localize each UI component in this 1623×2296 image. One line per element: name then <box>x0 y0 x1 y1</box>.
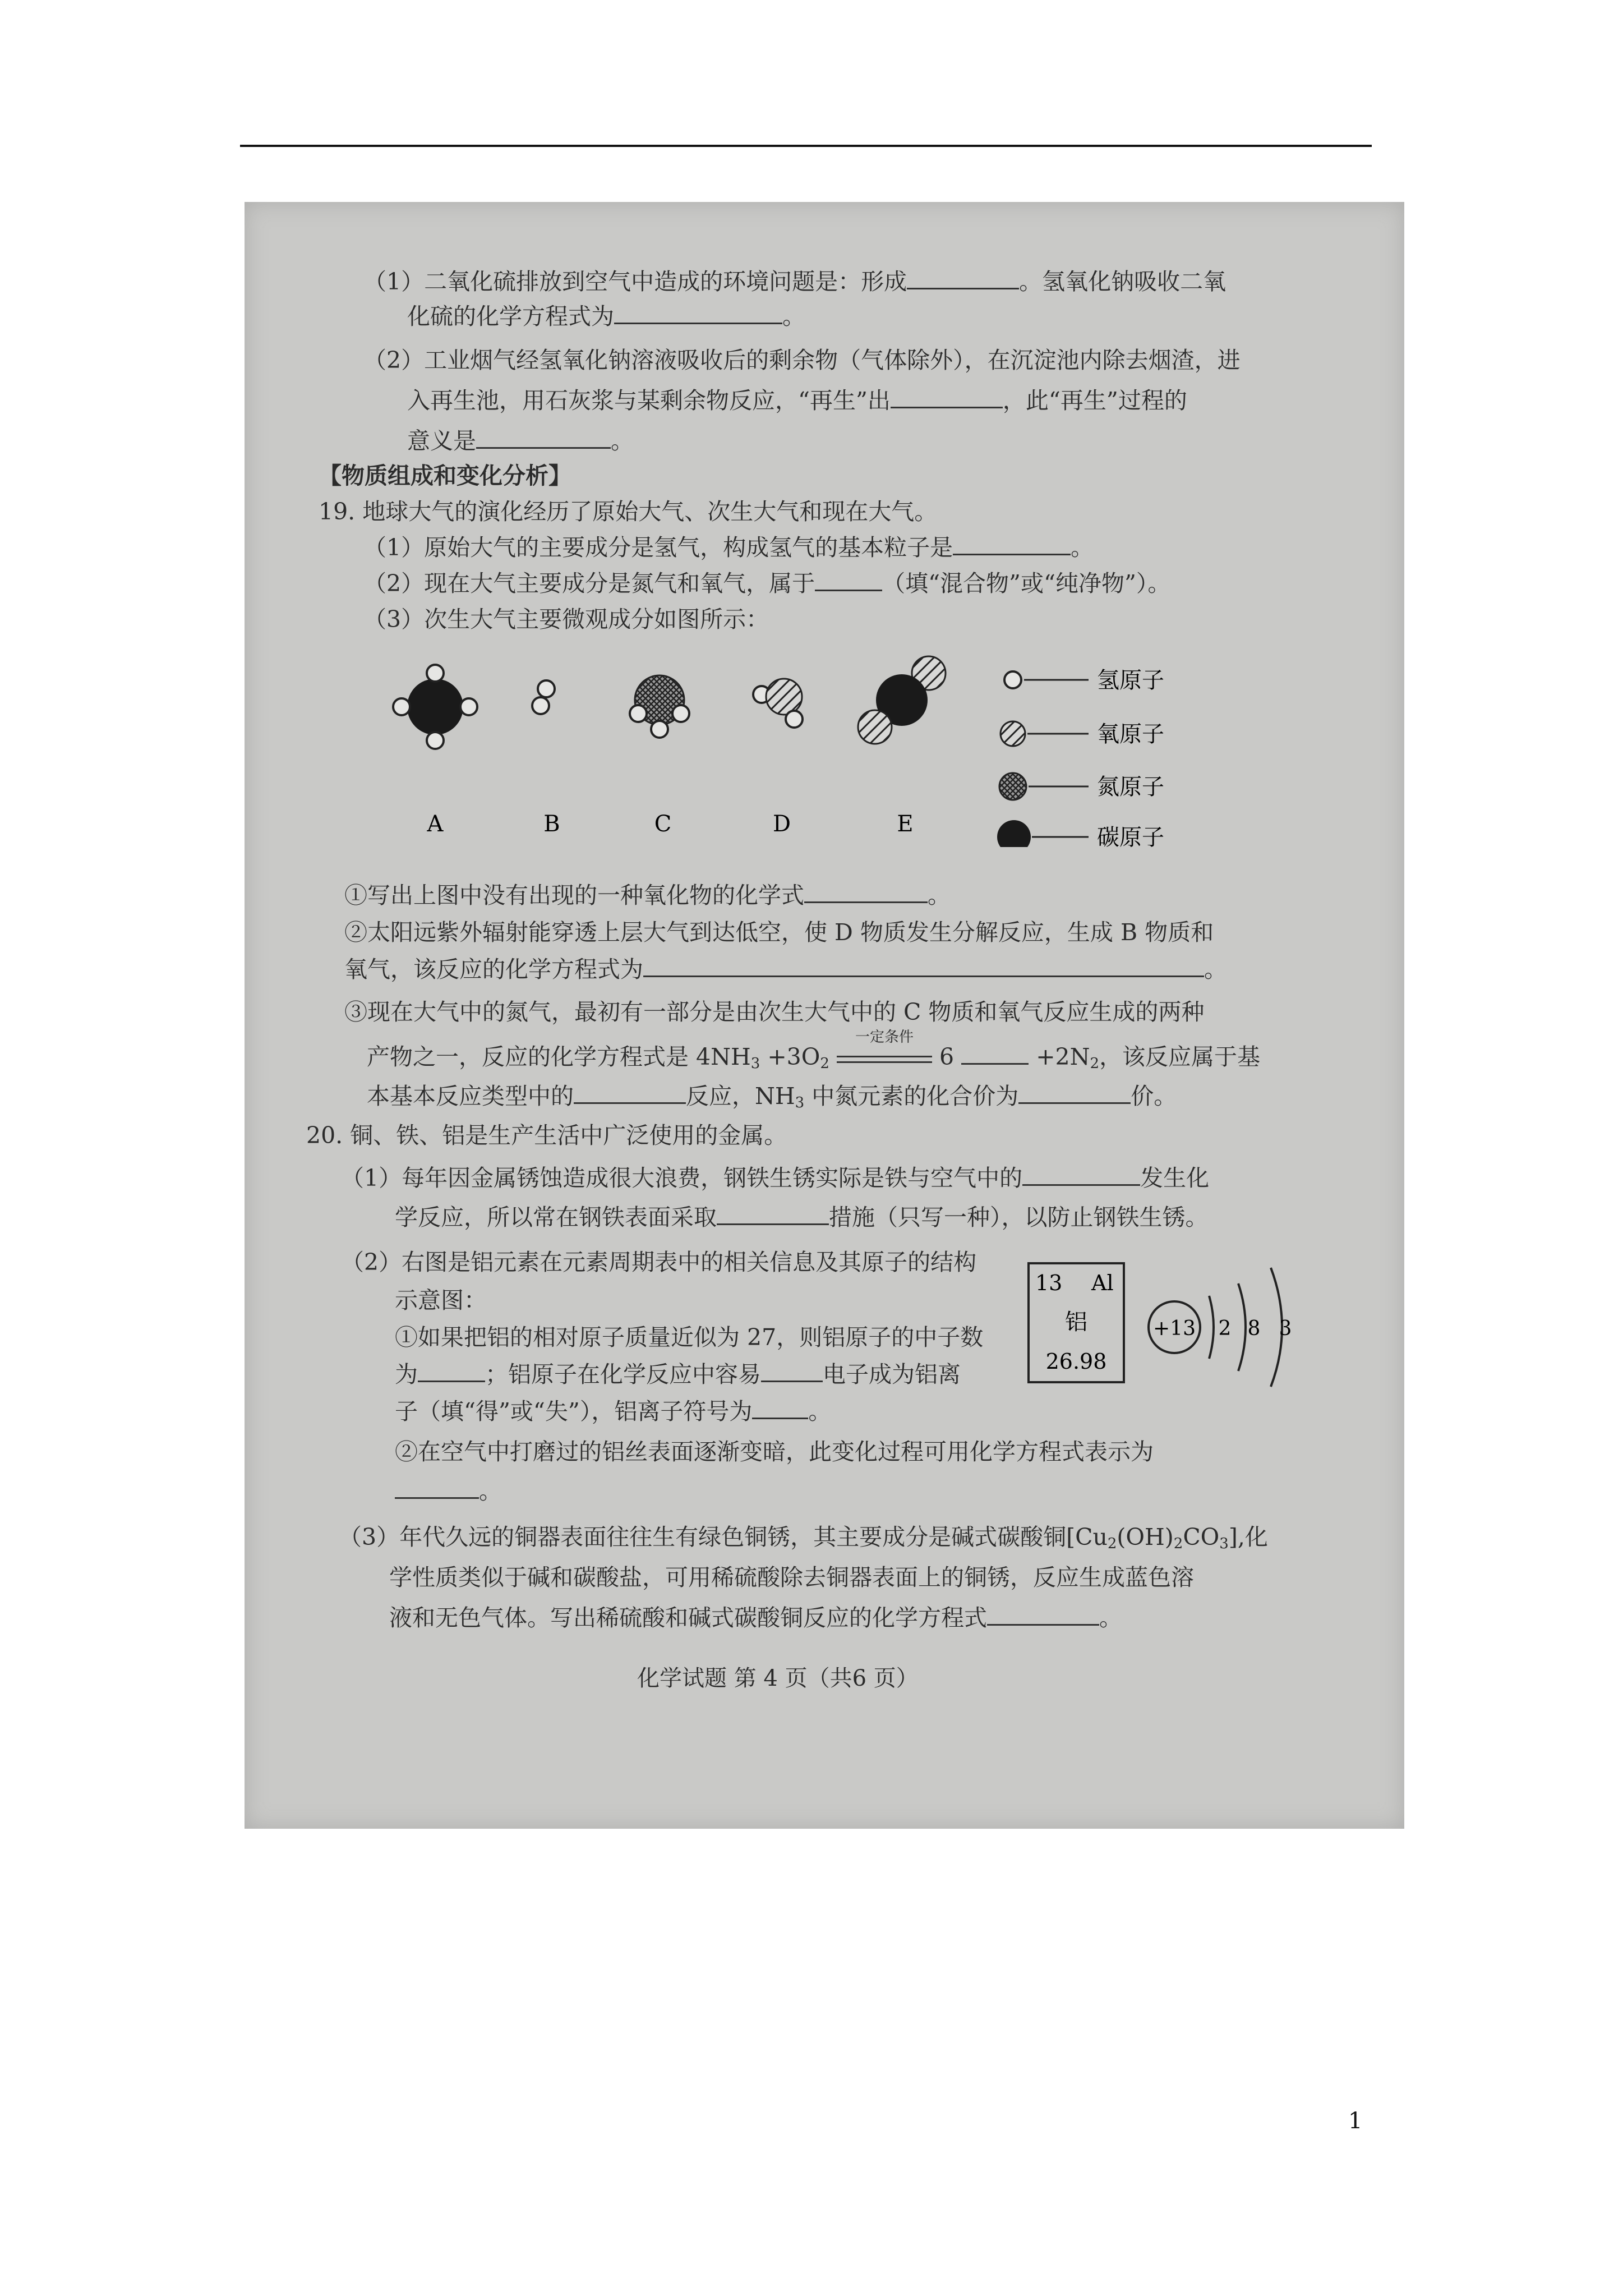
molecule-d <box>753 679 803 728</box>
element-mass: 26.98 <box>1045 1349 1107 1374</box>
label-d: D <box>772 811 791 837</box>
legend-nitrogen: 氮原子 <box>1097 774 1164 800</box>
section-title: 【物质组成和变化分析】 <box>319 462 571 489</box>
q20-1-line2: 学反应，所以常在钢铁表面采取 措施（只写一种），以防止钢铁生锈。 <box>395 1204 1209 1231</box>
legend <box>997 668 1164 847</box>
legend-hydrogen: 氢原子 <box>1097 668 1164 693</box>
q19-c3-line3: 本基本反应类型中的 反应，$NH_3$ 中氮元素的化合价为 价。 <box>367 1083 1177 1111</box>
q20-stem: 20. 铜、铁、铝是生产生活中广泛使用的金属。 <box>306 1122 787 1149</box>
molecule-diagram <box>245 202 1404 847</box>
q20-3-line1: （3）年代久远的铜器表面往往生有绿色铜锈，其主要成分是碱式碳酸铜$[Cu_2(OH)_2CO_3]$,化 <box>339 1524 1268 1552</box>
q18-2-line1: （2）工业烟气经氢氧化钠溶液吸收后的剩余物（气体除外），在沉淀池内除去烟渣，进 <box>363 347 1241 374</box>
q20-2-c2-line1: ②在空气中打磨过的铝丝表面逐渐变暗，此变化过程可用化学方程式表示为 <box>395 1438 1154 1465</box>
q20-2-line1: （2）右图是铝元素在元素周期表中的相关信息及其原子的结构 <box>341 1249 977 1276</box>
q20-2-c2-line2: 。 <box>395 1478 502 1505</box>
element-number: 13 <box>1035 1271 1063 1295</box>
page-number: 1 <box>1348 2108 1363 2134</box>
q19-c1: ①写出上图中没有出现的一种氧化物的化学式 。 <box>344 882 951 909</box>
molecule-a <box>393 665 477 749</box>
header-rule <box>240 145 1372 147</box>
shell-1: 2 <box>1218 1317 1232 1340</box>
q18-1-line2: 化硫的化学方程式为 。 <box>407 303 805 330</box>
q20-3-line2: 学性质类似于碱和碳酸盐，可用稀硫酸除去铜器表面上的铜锈，反应生成蓝色溶 <box>389 1564 1194 1591</box>
q20-3-line3: 液和无色气体。写出稀硫酸和碱式碳酸铜反应的化学方程式 。 <box>389 1604 1122 1631</box>
q18-1-line1: （1）二氧化硫排放到空气中造成的环境问题是：形成 。氢氧化钠吸收二氧 <box>363 268 1227 295</box>
label-a: A <box>427 811 444 837</box>
element-name: 铝 <box>1065 1309 1087 1335</box>
q20-1-line1: （1）每年因金属锈蚀造成很大浪费，钢铁生锈实际是铁与空气中的 发生化 <box>341 1165 1210 1191</box>
shell-2: 8 <box>1247 1317 1261 1340</box>
molecule-e <box>858 656 946 744</box>
reaction-arrow: 一定条件 <box>837 1048 932 1070</box>
q19-stem: 19. 地球大气的演化经历了原始大气、次生大气和现在大气。 <box>319 498 938 525</box>
q18-2-line3: 意义是 。 <box>407 427 634 454</box>
q19-c3-line1: ③现在大气中的氮气，最初有一部分是由次生大气中的 C 物质和氧气反应生成的两种 <box>344 999 1205 1025</box>
q19-c2-line1: ②太阳远紫外辐射能穿透上层大气到达低空，使 D 物质发生分解反应，生成 B 物质和 <box>344 919 1214 946</box>
molecule-c <box>630 675 689 738</box>
q19-1: （1）原始大气的主要成分是氢气，构成氢气的基本粒子是 。 <box>363 534 1094 561</box>
legend-oxygen: 氧原子 <box>1097 721 1164 747</box>
q19-3: （3）次生大气主要微观成分如图所示： <box>363 606 769 633</box>
aluminum-figure <box>1018 1257 1355 1408</box>
q20-2-line2: 示意图： <box>395 1287 487 1314</box>
shell-3: 3 <box>1279 1317 1292 1340</box>
element-symbol: Al <box>1091 1271 1114 1295</box>
q20-2-c1-line1: ①如果把铝的相对原子质量近似为 27，则铝原子的中子数 <box>395 1324 984 1351</box>
label-c: C <box>654 811 672 837</box>
legend-carbon: 碳原子 <box>1097 825 1164 847</box>
molecule-b <box>532 680 555 714</box>
exam-photo <box>245 202 1404 1829</box>
q19-2: （2）现在大气主要成分是氮气和氧气，属于 （填“混合物”或“纯净物”）。 <box>363 570 1171 597</box>
label-b: B <box>543 811 560 837</box>
atom-nucleus-charge: +13 <box>1153 1317 1196 1340</box>
photo-footer: 化学试题 第 4 页（共6 页） <box>637 1665 919 1691</box>
q20-2-c1-line3: 子（填“得”或“失”），铝离子符号为 。 <box>395 1398 832 1425</box>
q19-c2-line2: 氧气，该反应的化学方程式为 。 <box>344 956 1227 983</box>
q18-2-line2: 入再生池，用石灰浆与某剩余物反应，“再生”出 ，此“再生”过程的 <box>407 387 1187 414</box>
label-e: E <box>897 811 914 837</box>
q19-c3-line2: 产物之一，反应的化学方程式是 $4NH_3 +3O_2$ 一定条件 $6 +2N_2$，该反应属于基 <box>367 1028 1261 1072</box>
q20-2-c1-line2: 为 ；铝原子在化学反应中容易 电子成为铝离 <box>395 1361 961 1388</box>
